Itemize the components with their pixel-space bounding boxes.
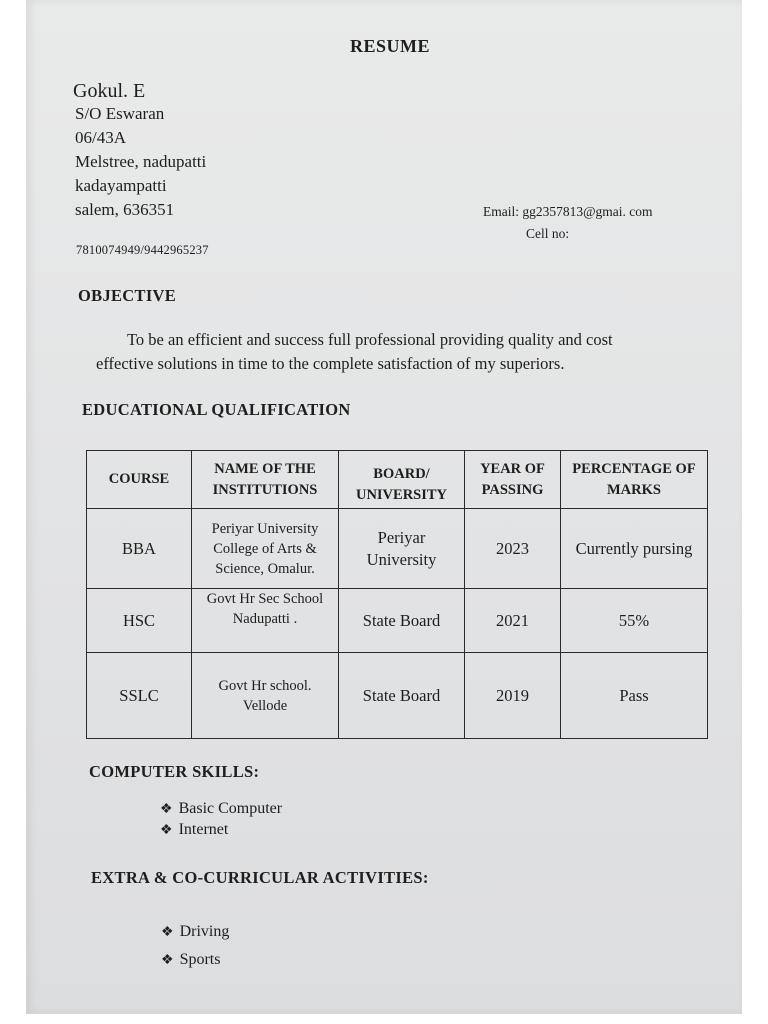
header-marks-line-2: MARKS	[607, 481, 661, 498]
address-line-door-number: 06/43A	[75, 128, 126, 147]
header-marks	[561, 451, 708, 509]
header-marks-line-1: PERCENTAGE OF	[572, 460, 696, 477]
header-year-line-1: YEAR OF	[480, 460, 545, 477]
diamond-bullet-icon: ❖	[161, 953, 174, 968]
header-year	[465, 451, 561, 509]
list-item	[160, 821, 228, 839]
cell-year: 2023	[465, 509, 561, 589]
activity-label: Driving	[179, 923, 230, 940]
diamond-bullet-icon: ❖	[160, 823, 173, 838]
objective-line-1: To be an efficient and success full professional providing quality and cost	[127, 330, 613, 349]
email-text: Email: gg2357813@gmai. com	[483, 204, 653, 219]
header-year-line-2: PASSING	[481, 481, 544, 498]
cell-course: BBA	[87, 509, 192, 589]
cell-board	[339, 509, 465, 589]
diamond-bullet-icon: ❖	[161, 925, 174, 940]
institution-line: Nadupatti .	[232, 611, 298, 627]
table-row	[87, 509, 708, 589]
table-row	[87, 589, 708, 653]
cell-institution	[192, 653, 339, 739]
header-course-label: COURSE	[108, 471, 170, 487]
institution-line: Vellode	[242, 697, 288, 714]
activity-label: Sports	[179, 951, 221, 968]
address-line-guardian: S/O Eswaran	[75, 104, 165, 123]
cell-marks: Pass	[561, 653, 708, 739]
cell-marks: Currently pursing	[561, 509, 708, 589]
cell-marks: 55%	[561, 589, 708, 653]
education-heading: EDUCATIONAL QUALIFICATION	[82, 400, 351, 419]
diamond-bullet-icon: ❖	[160, 802, 173, 817]
header-board	[339, 451, 465, 509]
board-line: State Board	[362, 685, 441, 705]
cell-board	[339, 589, 465, 653]
cell-year: 2019	[465, 653, 561, 739]
board-line: State Board	[362, 610, 441, 630]
board-line: University	[366, 549, 437, 569]
header-institutions	[192, 451, 339, 509]
skill-label: Basic Computer	[178, 800, 283, 817]
list-item	[161, 951, 220, 969]
computer-skills-heading: COMPUTER SKILLS:	[89, 762, 260, 781]
cell-institution	[192, 509, 339, 589]
objective-line-2: effective solutions in time to the complete satisfaction of my superiors.	[96, 354, 565, 373]
address-line-village: kadayampatti	[75, 176, 167, 195]
list-item	[160, 800, 282, 818]
address-line-city: salem, 636351	[75, 200, 175, 219]
header-institutions-line-1: NAME OF THE	[214, 460, 316, 477]
cell-board	[339, 653, 465, 739]
cell-label: Cell no:	[526, 226, 570, 241]
cell-year: 2021	[465, 589, 561, 653]
institution-line: College of Arts &	[213, 540, 317, 557]
list-item	[161, 923, 229, 941]
education-table	[86, 450, 708, 739]
header-board-line-2: UNIVERSITY	[355, 486, 448, 503]
address-line-street: Melstree, nadupatti	[75, 152, 207, 171]
header-institutions-line-2: INSTITUTIONS	[212, 481, 318, 498]
skill-label: Internet	[178, 821, 229, 838]
header-course	[87, 451, 192, 509]
header-board-line-1: BOARD/	[373, 465, 430, 482]
cell-institution	[192, 589, 339, 653]
phone-numbers: 7810074949/9442965237	[76, 243, 209, 257]
cell-course: SSLC	[87, 653, 192, 739]
institution-line: Science, Omalur.	[215, 560, 315, 577]
applicant-name: Gokul. E	[73, 80, 146, 102]
institution-line: Periyar University	[211, 520, 319, 537]
table-header-row	[87, 451, 708, 509]
institution-line: Govt Hr school.	[218, 677, 312, 694]
institution-line: Govt Hr Sec School	[206, 591, 324, 607]
table-row	[87, 653, 708, 739]
cell-course: HSC	[87, 589, 192, 653]
board-line: Periyar	[377, 527, 426, 547]
document-title: RESUME	[349, 36, 430, 56]
objective-heading: OBJECTIVE	[78, 286, 177, 305]
activities-heading: EXTRA & CO-CURRICULAR ACTIVITIES:	[91, 868, 429, 887]
